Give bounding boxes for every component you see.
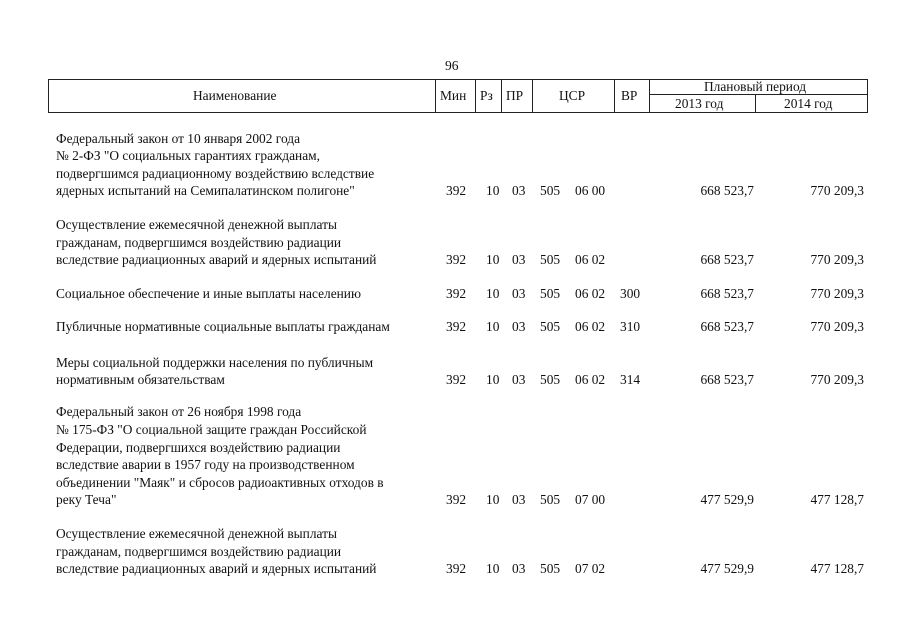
row-min: 392 <box>446 286 467 302</box>
header-csr: ЦСР <box>559 88 586 103</box>
row-pr: 03 <box>512 286 526 302</box>
row-min: 392 <box>446 561 467 577</box>
row-vr: 300 <box>620 286 641 302</box>
row-csr-program: 505 <box>540 286 561 302</box>
header-rz: Рз <box>480 88 493 103</box>
row-pr: 03 <box>512 252 526 268</box>
table-row <box>56 404 868 509</box>
header-divider <box>48 79 49 113</box>
row-rz: 10 <box>486 372 500 388</box>
header-divider <box>475 79 476 113</box>
row-year-2013-value: 668 523,7 <box>700 286 754 302</box>
row-csr-item: 06 02 <box>575 286 606 302</box>
row-pr: 03 <box>512 372 526 388</box>
row-pr: 03 <box>512 561 526 577</box>
header-divider <box>532 79 533 113</box>
row-csr-item: 06 02 <box>575 252 606 268</box>
header-divider <box>501 79 502 113</box>
row-min: 392 <box>446 183 467 199</box>
table-row <box>56 525 868 578</box>
row-min: 392 <box>446 252 467 268</box>
row-vr: 310 <box>620 319 641 335</box>
header-divider <box>755 94 756 113</box>
header-divider <box>649 79 650 113</box>
table-row <box>56 353 868 389</box>
row-pr: 03 <box>512 492 526 508</box>
header-year-2013: 2013 год <box>675 96 724 111</box>
row-vr: 314 <box>620 372 641 388</box>
row-name: Федеральный закон от 10 января 2002 года № 2-ФЗ "О социальных гарантиях гражданам, подвергшимся радиационному воздействию вследствие ядерных испытаний на Семипалатинском полигоне" <box>56 130 375 199</box>
row-csr-item: 06 00 <box>575 183 606 199</box>
row-rz: 10 <box>486 252 500 268</box>
row-csr-item: 06 02 <box>575 372 606 388</box>
row-name: Социальное обеспечение и иные выплаты населению <box>56 286 361 302</box>
row-year-2013-value: 668 523,7 <box>700 372 754 388</box>
row-name: Публичные нормативные социальные выплаты гражданам <box>56 319 390 335</box>
row-rz: 10 <box>486 183 500 199</box>
row-csr-program: 505 <box>540 252 561 268</box>
row-rz: 10 <box>486 286 500 302</box>
row-year-2013-value: 477 529,9 <box>700 492 754 508</box>
row-csr-program: 505 <box>540 183 561 199</box>
row-csr-item: 07 02 <box>575 561 606 577</box>
header-planned-period: Плановый период <box>704 79 807 94</box>
row-year-2014-value: 477 128,7 <box>810 561 864 577</box>
row-year-2014-value: 770 209,3 <box>810 286 864 302</box>
row-min: 392 <box>446 372 467 388</box>
row-pr: 03 <box>512 183 526 199</box>
table-row <box>56 130 868 200</box>
row-min: 392 <box>446 319 467 335</box>
row-name: Федеральный закон от 26 ноября 1998 года № 175-ФЗ "О социальной защите граждан Российской Федерации, подвергшихся воздействию радиации вследствие аварии в 1957 году на производственном объединении "Маяк" и сбросов радиоактивных отходов в реку Теча" <box>56 404 384 508</box>
row-year-2014-value: 477 128,7 <box>810 492 864 508</box>
header-divider <box>867 79 868 113</box>
row-year-2014-value: 770 209,3 <box>810 252 864 268</box>
table-row <box>56 318 868 336</box>
row-name: Осуществление ежемесячной денежной выплаты гражданам, подвергшимся воздействию радиации вследствие радиационных аварий и ядерных испытаний <box>56 526 377 577</box>
row-min: 392 <box>446 492 467 508</box>
table-row <box>56 216 868 269</box>
row-csr-item: 07 00 <box>575 492 606 508</box>
row-csr-program: 505 <box>540 561 561 577</box>
row-csr-program: 505 <box>540 492 561 508</box>
header-name: Наименование <box>193 88 277 103</box>
row-year-2013-value: 668 523,7 <box>700 319 754 335</box>
row-year-2014-value: 770 209,3 <box>810 372 864 388</box>
row-csr-program: 505 <box>540 372 561 388</box>
row-year-2014-value: 770 209,3 <box>810 319 864 335</box>
page-number: 96 <box>445 58 459 73</box>
table-header <box>48 79 868 113</box>
row-year-2014-value: 770 209,3 <box>810 183 864 199</box>
header-year-2014: 2014 год <box>784 96 833 111</box>
header-pr: ПР <box>506 88 524 103</box>
row-year-2013-value: 668 523,7 <box>700 183 754 199</box>
row-rz: 10 <box>486 561 500 577</box>
row-year-2013-value: 477 529,9 <box>700 561 754 577</box>
header-min: Мин <box>440 88 467 103</box>
header-divider <box>435 79 436 113</box>
header-bottom-rule <box>48 112 868 113</box>
row-csr-item: 06 02 <box>575 319 606 335</box>
row-name: Осуществление ежемесячной денежной выплаты гражданам, подвергшимся воздействию радиации вследствие радиационных аварий и ядерных испытаний <box>56 217 377 268</box>
row-csr-program: 505 <box>540 319 561 335</box>
table-row <box>56 285 868 303</box>
row-rz: 10 <box>486 319 500 335</box>
row-name: Меры социальной поддержки населения по публичным нормативным обязательствам <box>56 354 374 388</box>
row-pr: 03 <box>512 319 526 335</box>
header-divider <box>614 79 615 113</box>
header-vr: ВР <box>621 88 638 103</box>
row-rz: 10 <box>486 492 500 508</box>
row-year-2013-value: 668 523,7 <box>700 252 754 268</box>
